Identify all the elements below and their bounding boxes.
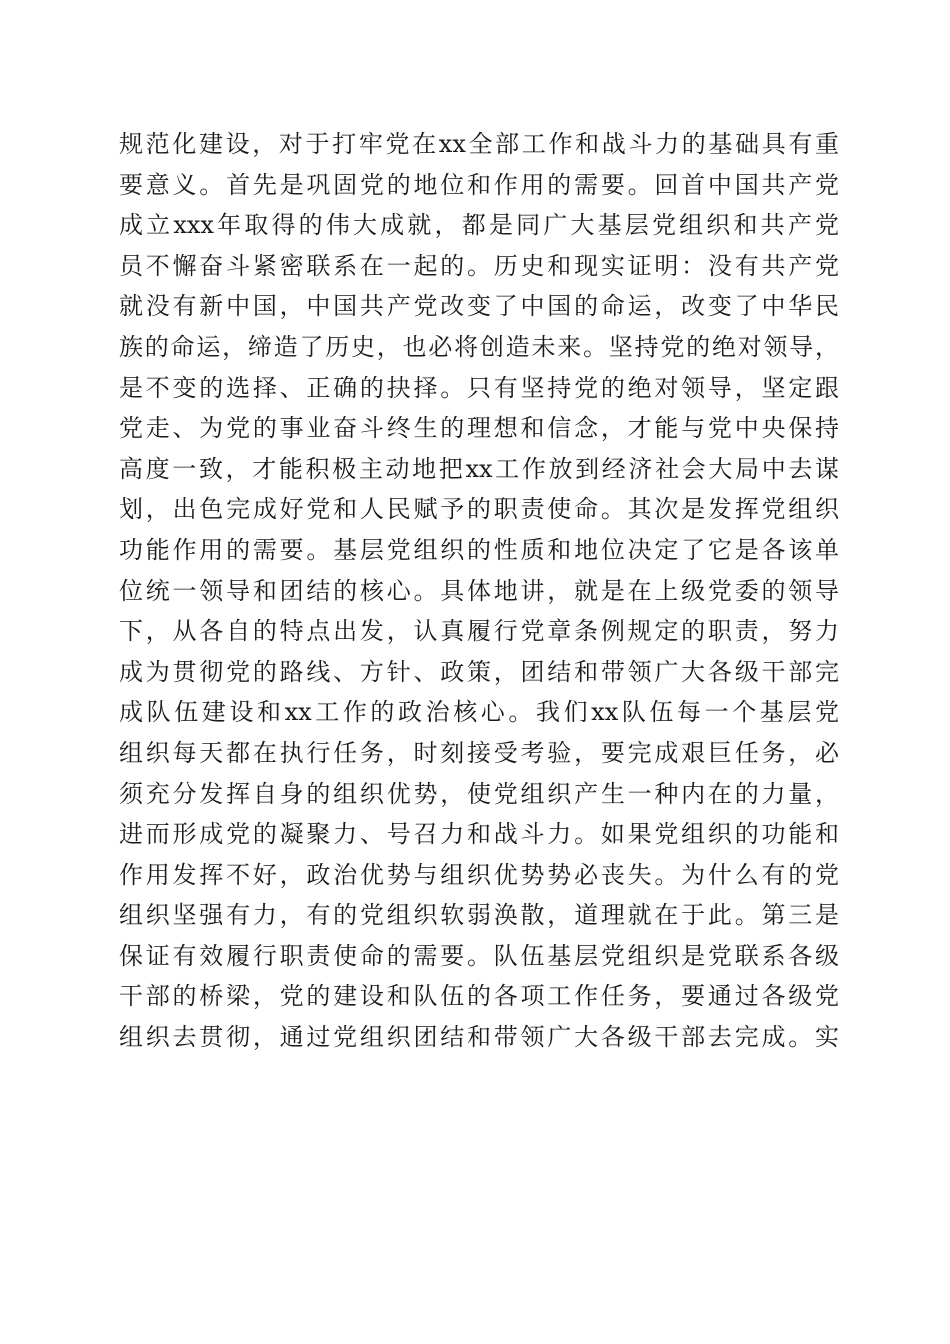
text-line: 规范化建设，对于打牢党在xx全部工作和战斗力的基础具有重 [119,130,839,158]
text-line: 成为贯彻党的路线、方针、政策，团结和带领广大各级干部完 [119,657,839,686]
text-line: 干部的桥梁，党的建设和队伍的各项工作任务，要通过各级党 [119,982,839,1011]
text-line: 组织每天都在执行任务，时刻接受考验，要完成艰巨任务，必 [119,738,839,767]
text-line: 功能作用的需要。基层党组织的性质和地位决定了它是各该单 [119,535,839,564]
text-line: 就没有新中国，中国共产党改变了中国的命运，改变了中华民 [119,292,839,321]
text-line: 划，出色完成好党和人民赋予的职责使命。其次是发挥党组织 [119,495,839,524]
text-line: 组织去贯彻，通过党组织团结和带领广大各级干部去完成。实 [119,1023,839,1052]
text-line: 位统一领导和团结的核心。具体地讲，就是在上级党委的领导 [119,576,839,605]
text-line: 成立xxx年取得的伟大成就，都是同广大基层党组织和共产党 [119,211,839,240]
text-line: 高度一致，才能积极主动地把xx工作放到经济社会大局中去谋 [119,454,839,483]
body-text [119,124,839,1058]
text-line: 族的命运，缔造了历史，也必将创造未来。坚持党的绝对领导， [119,332,839,361]
text-line: 保证有效履行职责使命的需要。队伍基层党组织是党联系各级 [119,941,839,970]
text-line: 组织坚强有力，有的党组织软弱涣散，道理就在于此。第三是 [119,901,839,930]
text-line: 成队伍建设和xx工作的政治核心。我们xx队伍每一个基层党 [119,698,839,727]
text-line: 作用发挥不好，政治优势与组织优势势必丧失。为什么有的党 [119,860,839,889]
text-line: 要意义。首先是巩固党的地位和作用的需要。回首中国共产党 [119,170,839,199]
text-line: 须充分发挥自身的组织优势，使党组织产生一种内在的力量， [119,779,839,808]
text-line: 是不变的选择、正确的抉择。只有坚持党的绝对领导，坚定跟 [119,373,839,402]
text-line: 党走、为党的事业奋斗终生的理想和信念，才能与党中央保持 [119,414,839,443]
text-line: 员不懈奋斗紧密联系在一起的。历史和现实证明：没有共产党 [119,251,839,280]
text-line: 进而形成党的凝聚力、号召力和战斗力。如果党组织的功能和 [119,820,839,849]
text-line: 下，从各自的特点出发，认真履行党章条例规定的职责，努力 [119,617,839,646]
